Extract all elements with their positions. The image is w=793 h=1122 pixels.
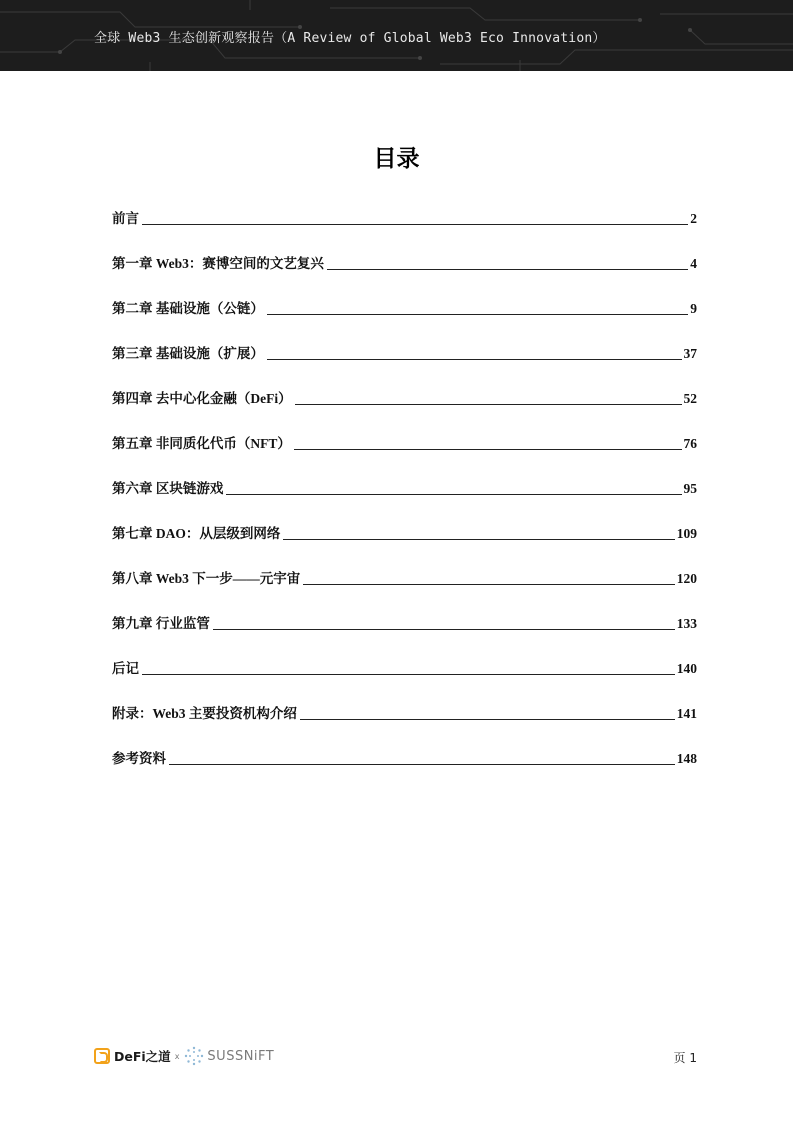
table-of-contents [112, 207, 697, 792]
toc-entry-label: 后记 [112, 661, 139, 676]
toc-entry-page: 133 [676, 616, 697, 631]
toc-leader-line [226, 494, 681, 495]
toc-entry[interactable] [112, 567, 697, 612]
toc-entry[interactable] [112, 657, 697, 702]
toc-entry-page: 4 [690, 256, 697, 271]
toc-entry-label: 第八章 Web3 下一步——元宇宙 [112, 571, 301, 586]
toc-leader-line [267, 359, 682, 360]
logo-separator: x [174, 1051, 180, 1061]
toc-leader-line [300, 719, 675, 720]
toc-entry-label: 附录：Web3 主要投资机构介绍 [112, 706, 297, 721]
defi-logo-icon [94, 1048, 110, 1064]
toc-entry-page: 37 [683, 346, 697, 361]
toc-entry-page: 52 [683, 391, 697, 406]
toc-entry[interactable] [112, 387, 697, 432]
toc-entry-label: 第六章 区块链游戏 [112, 481, 224, 496]
toc-entry-label: 第二章 基础设施（公链） [112, 301, 264, 316]
toc-entry-page: 120 [676, 571, 697, 586]
brand-sussnift: SUSSNiFT [207, 1048, 275, 1064]
toc-leader-line [142, 224, 688, 225]
toc-entry[interactable] [112, 702, 697, 747]
footer-logos [94, 1044, 274, 1068]
toc-entry-page: 140 [676, 661, 697, 676]
toc-entry-page: 148 [676, 751, 697, 766]
toc-heading: 目录 [373, 146, 420, 172]
toc-leader-line [283, 539, 674, 540]
toc-entry-page: 2 [690, 211, 697, 226]
toc-entry[interactable] [112, 252, 697, 297]
toc-entry-page: 109 [676, 526, 697, 541]
toc-entry-label: 第五章 非同质化代币（NFT） [112, 436, 291, 451]
toc-entry[interactable] [112, 342, 697, 387]
toc-entry-label: 参考资料 [112, 751, 166, 766]
toc-leader-line [295, 404, 682, 405]
toc-entry[interactable] [112, 522, 697, 567]
toc-entry-label: 第四章 去中心化金融（DeFi） [112, 391, 292, 406]
toc-entry[interactable] [112, 297, 697, 342]
brand-defi: DeFi之道 [114, 1049, 171, 1064]
sussnift-logo-icon [184, 1046, 204, 1066]
toc-entry[interactable] [112, 432, 697, 477]
toc-leader-line [169, 764, 675, 765]
header-banner [0, 0, 793, 71]
toc-entry-label: 第七章 DAO：从层级到网络 [112, 526, 281, 541]
toc-leader-line [213, 629, 675, 630]
toc-entry-page: 9 [690, 301, 697, 316]
toc-entry-label: 第三章 基础设施（扩展） [112, 346, 264, 361]
toc-entry[interactable] [112, 207, 697, 252]
toc-entry-label: 前言 [112, 211, 139, 226]
toc-entry[interactable] [112, 477, 697, 522]
toc-entry-page: 76 [683, 436, 697, 451]
page-number: 页 1 [673, 1051, 697, 1065]
toc-leader-line [142, 674, 675, 675]
toc-leader-line [303, 584, 674, 585]
toc-entry[interactable] [112, 612, 697, 657]
report-title: 全球 Web3 生态创新观察报告（A Review of Global Web3 Eco Innovation） [94, 31, 606, 46]
toc-entry-label: 第一章 Web3：赛博空间的文艺复兴 [112, 256, 324, 271]
toc-entry-page: 95 [683, 481, 697, 496]
toc-entry-page: 141 [676, 706, 697, 721]
toc-entry-label: 第九章 行业监管 [112, 616, 210, 631]
toc-entry[interactable] [112, 747, 697, 792]
toc-leader-line [267, 314, 688, 315]
toc-leader-line [327, 269, 688, 270]
toc-leader-line [294, 449, 682, 450]
